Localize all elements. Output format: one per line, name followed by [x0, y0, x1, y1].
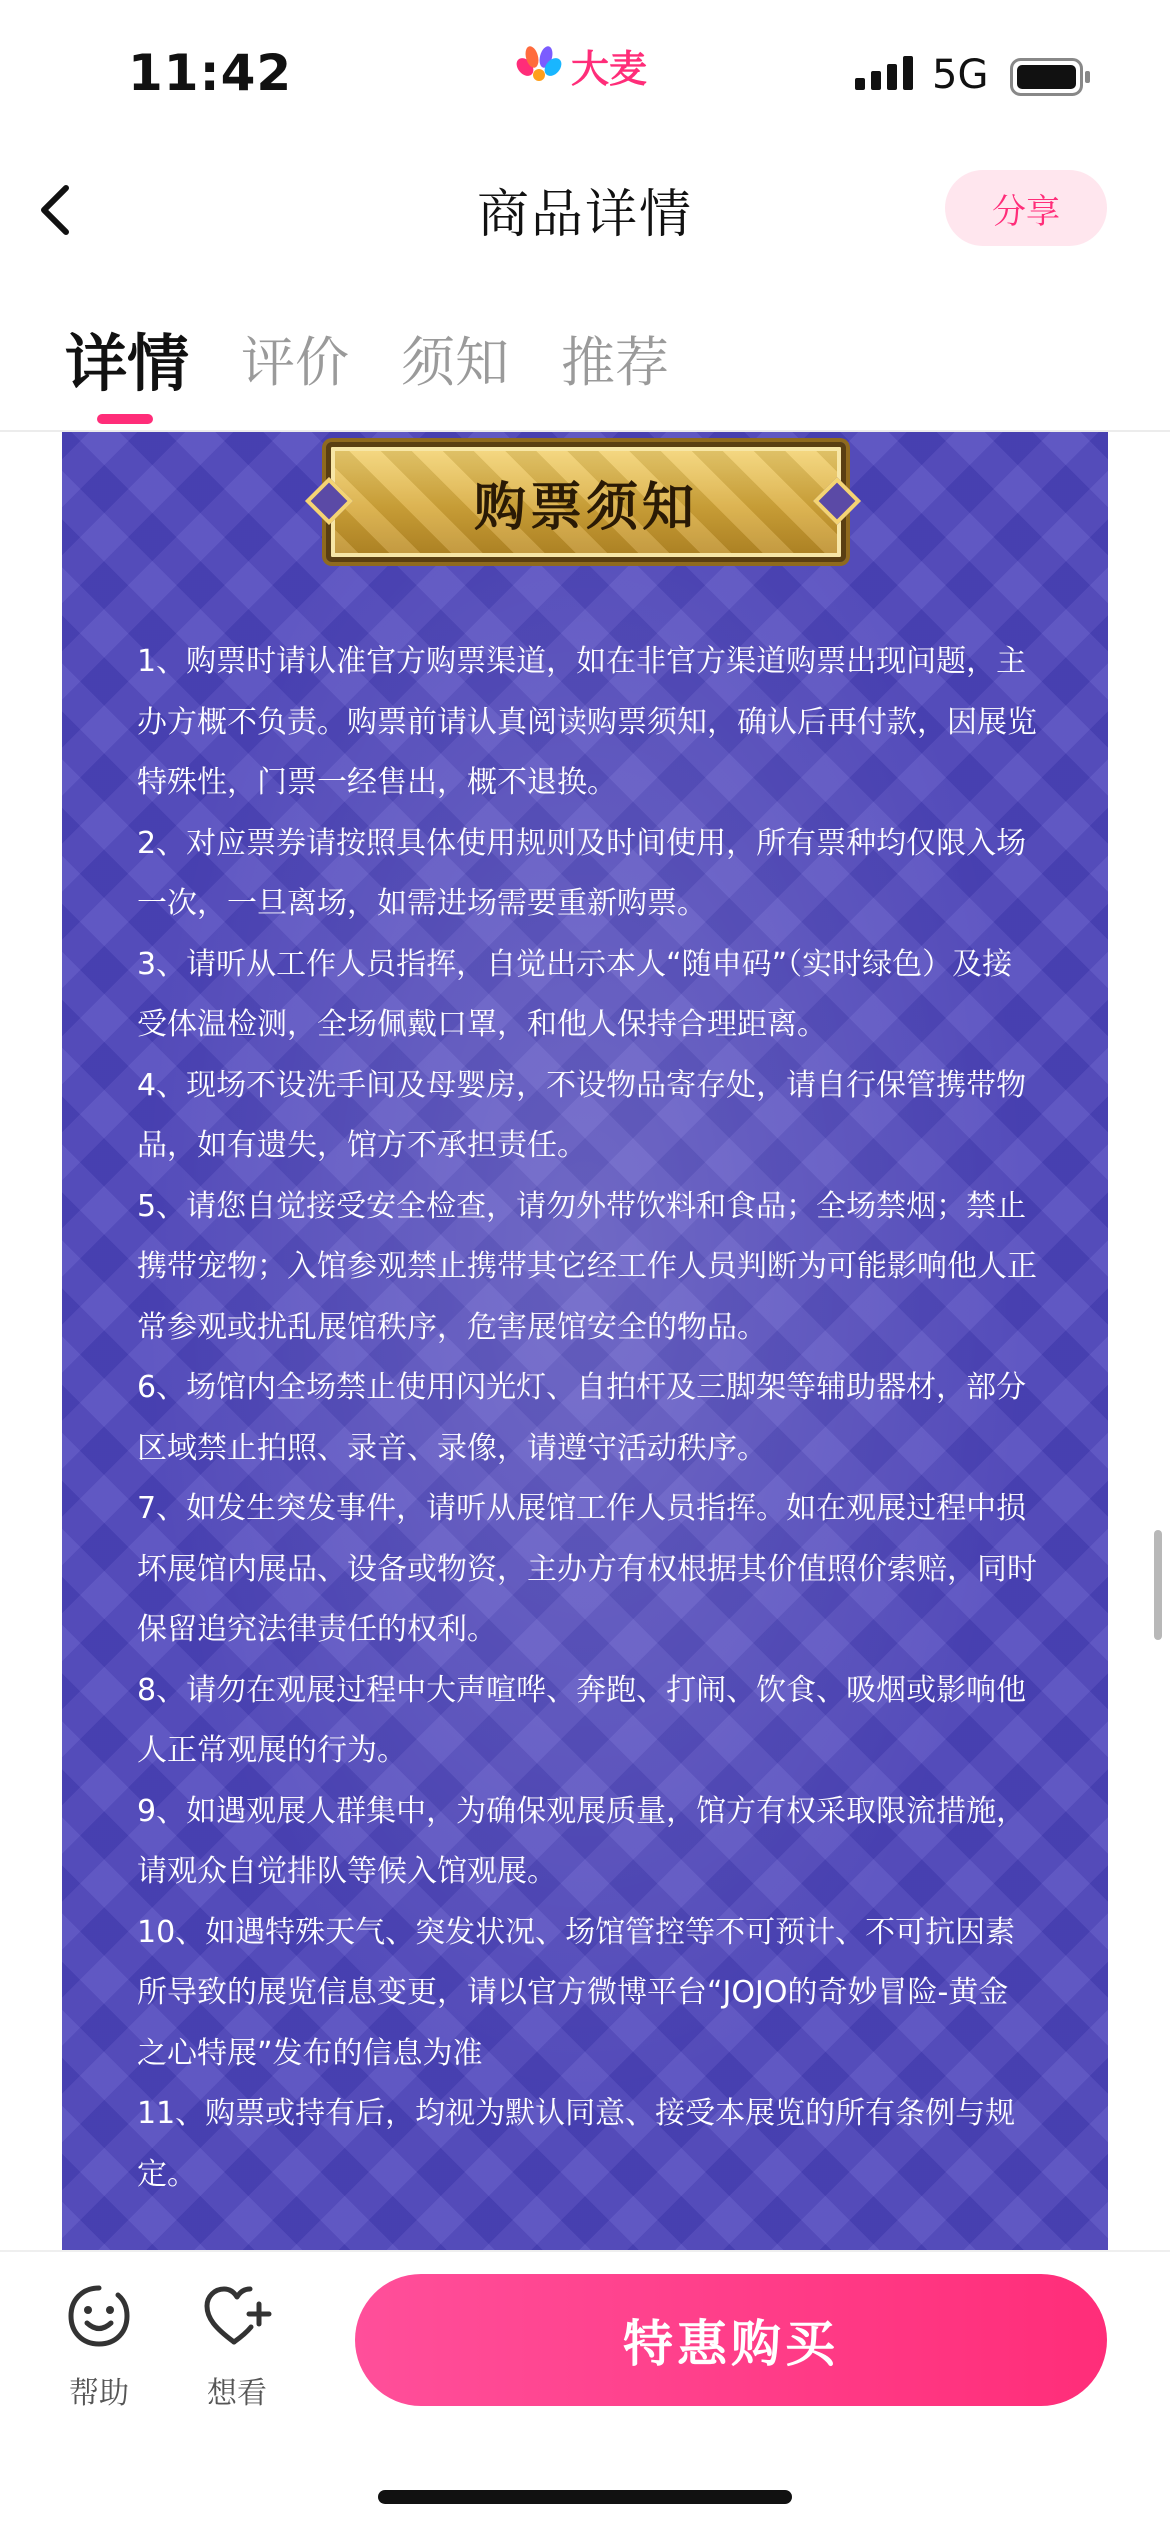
- notice-rule-1: 1、购票时请认准官方购票渠道，如在非官方渠道购票出现问题，主办方概不负责。购票前请认真阅读购票须知，确认后再付款，因展览特殊性，门票一经售出，概不退换。: [137, 644, 1037, 800]
- tab-reviews[interactable]: 评价: [241, 331, 350, 394]
- ticket-notice-poster: [62, 432, 1108, 2250]
- notice-heading: 购票须知: [473, 477, 698, 538]
- notice-rule-5: 5、请您自觉接受安全检查，请勿外带饮料和食品；全场禁烟；禁止携带宠物；入馆参观禁止携带其它经工作人员判断为可能影响他人正常参观或扰乱展馆秩序，危害展馆安全的物品。: [137, 1188, 1037, 1345]
- signal-icon: [855, 56, 919, 92]
- tab-label: 详情: [65, 327, 190, 400]
- notice-banner: [326, 442, 846, 562]
- share-button[interactable]: 分享: [945, 170, 1107, 246]
- page-title: 商品详情: [476, 185, 693, 245]
- want-label: 想看: [207, 2376, 267, 2411]
- nav-bar: [0, 150, 1170, 270]
- discount-buy-button[interactable]: 特惠购买: [355, 2274, 1107, 2406]
- notice-rule-9: 9、如遇观展人群集中，为确保观展质量，馆方有权采取限流措施，请观众自觉排队等候入馆观展。: [137, 1793, 1027, 1889]
- notice-rule-4: 4、现场不设洗手间及母婴房，不设物品寄存处，请自行保管携带物品，如有遗失，馆方不承担责任。: [137, 1067, 1027, 1163]
- brand-logo: [515, 40, 647, 90]
- heart-plus-icon: [201, 2282, 273, 2352]
- status-time: 11:42: [128, 44, 293, 102]
- tab-recommend[interactable]: 推荐: [561, 331, 670, 394]
- notice-rule-2: 2、对应票券请按照具体使用规则及时间使用，所有票种均仅限入场一次，一旦离场，如需进场需要重新购票。: [137, 825, 1027, 921]
- notice-rule-8: 8、请勿在观展过程中大声喧哗、奔跑、打闹、饮食、吸烟或影响他人正常观展的行为。: [137, 1672, 1027, 1768]
- notice-rule-6: 6、场馆内全场禁止使用闪光灯、自拍杆及三脚架等辅助器材，部分区域禁止拍照、录音、录像，请遵守活动秩序。: [137, 1370, 1027, 1466]
- notice-rules-list: [137, 632, 1037, 2205]
- help-label: 帮助: [69, 2376, 129, 2411]
- tab-bar: [65, 320, 669, 430]
- tab-notice[interactable]: 须知: [401, 331, 510, 394]
- battery-icon: [1010, 58, 1092, 96]
- help-smile-icon: [64, 2282, 134, 2352]
- scrollbar-thumb[interactable]: [1154, 1530, 1162, 1640]
- notice-rule-11: 11、购票或持有后，均视为默认同意、接受本展览的所有条例与规定。: [137, 2096, 1016, 2192]
- help-button[interactable]: [44, 2282, 154, 2412]
- brand-flower-icon: [515, 45, 563, 85]
- want-to-see-button[interactable]: [182, 2282, 292, 2412]
- active-tab-indicator: [97, 414, 153, 424]
- notice-rule-3: 3、请听从工作人员指挥，自觉出示本人“随申码”（实时绿色）及接受体温检测，全场佩戴口罩，和他人保持合理距离。: [137, 946, 1013, 1042]
- tab-details[interactable]: [65, 314, 189, 424]
- network-type: 5G: [932, 52, 989, 98]
- status-bar: [0, 0, 1170, 150]
- notice-rule-10: 10、如遇特殊天气、突发状况、场馆管控等不可预计、不可抗因素所导致的展览信息变更，请以官方微博平台“JOJO的奇妙冒险-黄金之心特展”发布的信息为准: [137, 1914, 1016, 2071]
- brand-name: 大麦: [571, 46, 648, 91]
- notice-rule-7: 7、如发生突发事件，请听从展馆工作人员指挥。如在观展过程中损坏展馆内展品、设备或物资，主办方有权根据其价值照价索赔，同时保留追究法律责任的权利。: [137, 1491, 1037, 1647]
- home-indicator[interactable]: [378, 2490, 792, 2504]
